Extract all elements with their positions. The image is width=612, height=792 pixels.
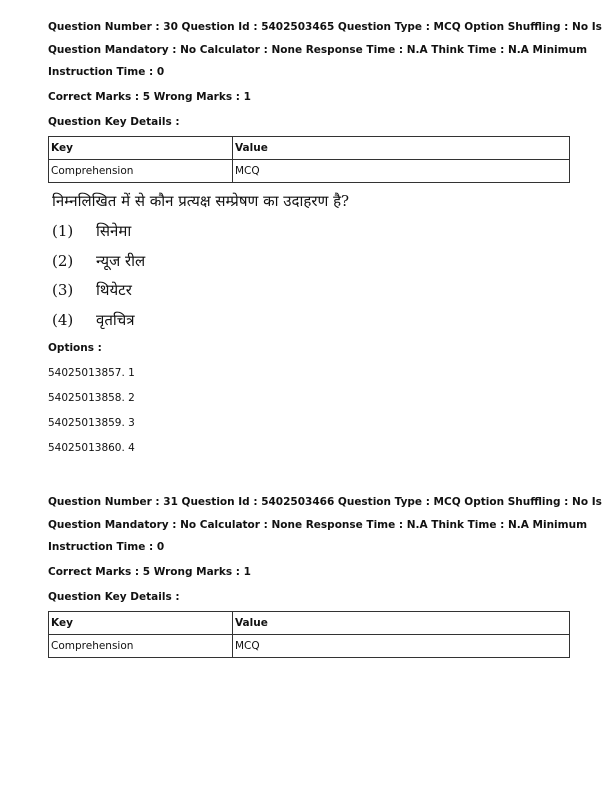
q30-header-line1: Question Number : 30 Question Id : 5402503465 Question Type : MCQ Option Shuffling : No Is	[48, 21, 602, 33]
choice-number: (4)	[52, 311, 74, 329]
q30-choice-2	[52, 251, 145, 271]
table-header-value: Value	[233, 137, 570, 160]
table-header-key: Key	[49, 137, 233, 160]
choice-text: न्यूज रील	[96, 252, 146, 270]
choice-text: वृतचित्र	[96, 311, 135, 329]
q30-marks: Correct Marks : 5 Wrong Marks : 1	[48, 91, 251, 103]
q31-header-line3: Instruction Time : 0	[48, 541, 165, 553]
q30-choice-3	[52, 280, 132, 300]
q30-key-table	[48, 136, 570, 183]
choice-number: (1)	[52, 222, 74, 240]
q31-key-table	[48, 611, 570, 658]
q31-header-line2: Question Mandatory : No Calculator : None Response Time : N.A Think Time : N.A Minimum	[48, 519, 588, 531]
q31-key-details-label: Question Key Details :	[48, 591, 180, 603]
q31-header-line1: Question Number : 31 Question Id : 5402503466 Question Type : MCQ Option Shuffling : No Is	[48, 496, 602, 508]
table-cell-key: Comprehension	[49, 635, 233, 658]
table-row	[49, 635, 570, 658]
q30-question-text: निम्नलिखित में से कौन प्रत्यक्ष सम्प्रेषण का उदाहरण है?	[52, 192, 350, 210]
choice-text: थियेटर	[96, 281, 132, 299]
table-cell-key: Comprehension	[49, 160, 233, 183]
q30-option-2: 54025013858. 2	[48, 392, 135, 404]
table-header-value: Value	[233, 612, 570, 635]
table-cell-value: MCQ	[233, 160, 570, 183]
q31-marks: Correct Marks : 5 Wrong Marks : 1	[48, 566, 251, 578]
choice-number: (3)	[52, 281, 74, 299]
q30-option-3: 54025013859. 3	[48, 417, 135, 429]
table-header-key: Key	[49, 612, 233, 635]
q30-choice-1	[52, 221, 131, 241]
q30-options-label: Options :	[48, 342, 102, 354]
table-header-row	[49, 612, 570, 635]
table-row	[49, 160, 570, 183]
table-header-row	[49, 137, 570, 160]
choice-text: सिनेमा	[96, 222, 132, 240]
q30-option-4: 54025013860. 4	[48, 442, 135, 454]
q30-key-details-label: Question Key Details :	[48, 116, 180, 128]
q30-header-line2: Question Mandatory : No Calculator : None Response Time : N.A Think Time : N.A Minimum	[48, 44, 588, 56]
choice-number: (2)	[52, 252, 74, 270]
q30-header-line3: Instruction Time : 0	[48, 66, 165, 78]
table-cell-value: MCQ	[233, 635, 570, 658]
q30-choice-4	[52, 310, 135, 330]
q30-option-1: 54025013857. 1	[48, 367, 135, 379]
